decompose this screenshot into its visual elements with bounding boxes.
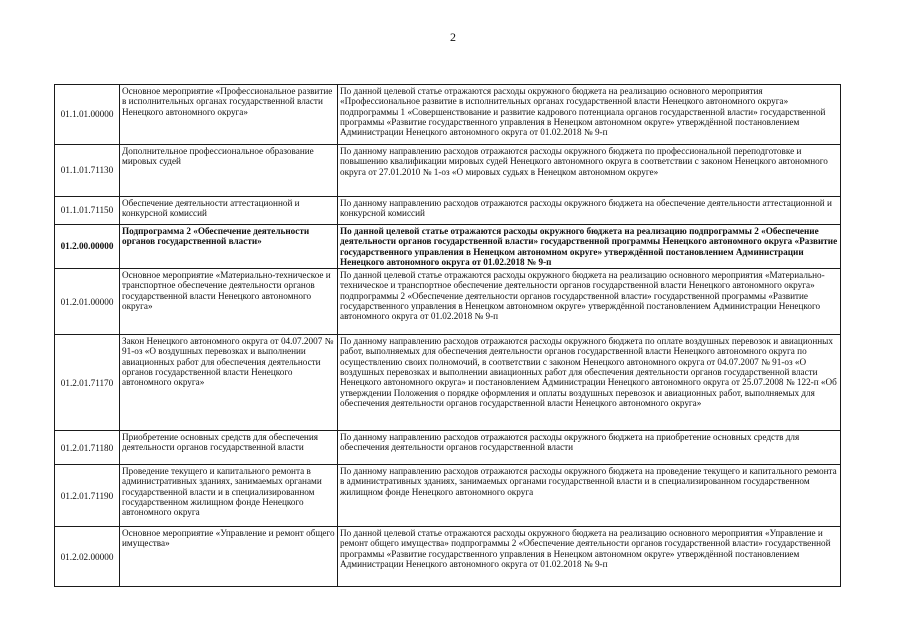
- target-article-name: Основное мероприятие «Профессиональное развитие в исполнительных органах государственной власти Ненецкого автономного округа»: [120, 85, 338, 145]
- target-article-code: 01.2.01.00000: [55, 269, 120, 335]
- target-article-description: По данной целевой статье отражаются расходы окружного бюджета на реализацию подпрограммы 2 «Обеспечение деятельности органов государственной власти» государственной программы Ненецкого автономного округа «Развитие государственного управления в Ненецком автономном округе» утверждённой постановлением Администрации Ненецкого автономного округа от 01.02.2018 № 9-п: [338, 225, 841, 269]
- target-articles-table: [54, 84, 841, 587]
- target-article-code: 01.2.01.71190: [55, 465, 120, 527]
- table-row: [55, 269, 841, 335]
- target-article-code: 01.2.01.71180: [55, 431, 120, 465]
- page-number: 2: [450, 30, 456, 44]
- target-article-name: Подпрограмма 2 «Обеспечение деятельности органов государственной власти»: [120, 225, 338, 269]
- target-article-name: Закон Ненецкого автономного округа от 04.07.2007 № 91-оз «О воздушных перевозках и выполнении авиационных работ для обеспечения деятельности органов государственной власти Ненецкого автономного округа»: [120, 335, 338, 431]
- target-article-code: 01.1.01.71150: [55, 197, 120, 225]
- table-row: [55, 225, 841, 269]
- target-article-description: По данному направлению расходов отражаются расходы окружного бюджета на обеспечение деятельности аттестационной и конкурсной комиссий: [338, 197, 841, 225]
- target-article-name: Основное мероприятие «Управление и ремонт общего имущества»: [120, 527, 338, 587]
- target-article-code: 01.2.02.00000: [55, 527, 120, 587]
- target-article-code: 01.2.00.00000: [55, 225, 120, 269]
- table-row: [55, 527, 841, 587]
- target-article-name: Приобретение основных средств для обеспечения деятельности органов государственной власти: [120, 431, 338, 465]
- target-article-description: По данному направлению расходов отражаются расходы окружного бюджета по профессиональной переподготовке и повышению квалификации мировых судей Ненецкого автономного округа в соответствии с законом Ненецкого автономного округа от 27.01.2010 № 1-оз «О мировых судьях в Ненецком автономном округе»: [338, 145, 841, 197]
- target-article-name: Основное мероприятие «Материально-техническое и транспортное обеспечение деятельности органов государственной власти Ненецкого автономного округа»: [120, 269, 338, 335]
- target-article-code: 01.1.01.00000: [55, 85, 120, 145]
- target-article-description: По данному направлению расходов отражаются расходы окружного бюджета по оплате воздушных перевозок и авиационных работ, выполняемых для обеспечения деятельности органов государственной власти Ненецкого автономного округа по осуществлению своих полномочий, в соответствии с законом Ненецкого автономного округа от 04.07.2007 № 91-оз «О воздушных перевозках и выполнении авиационных работ для обеспечения деятельности органов государственной власти Ненецкого автономного округа» и постановлением Администрации Ненецкого автономного округа от 25.07.2008 № 122-п «Об утверждении Положения о порядке оформления и оплаты воздушных перевозок и авиационных работ, выполняемых для обеспечения деятельности органов государственной власти Ненецкого автономного округа»: [338, 335, 841, 431]
- target-article-name: Обеспечение деятельности аттестационной и конкурсной комиссий: [120, 197, 338, 225]
- table-row: [55, 431, 841, 465]
- target-article-description: По данному направлению расходов отражаются расходы окружного бюджета на проведение текущего и капитального ремонта в административных зданиях, занимаемых органами государственной власти и в специализированном государственном жилищном фонде Ненецкого автономного округа: [338, 465, 841, 527]
- table-row: [55, 197, 841, 225]
- target-article-name: Дополнительное профессиональное образование мировых судей: [120, 145, 338, 197]
- table-row: [55, 465, 841, 527]
- target-article-description: По данной целевой статье отражаются расходы окружного бюджета на реализацию основного мероприятия «Профессиональное развитие в исполнительных органах государственной власти Ненецкого автономного округа» подпрограммы 1 «Совершенствование и развитие кадрового потенциала органов государственной власти» государственной программы «Развитие государственного управления в Ненецком автономном округе» утверждённой постановлением Администрации Ненецкого автономного округа от 01.02.2018 № 9-п: [338, 85, 841, 145]
- table-row: [55, 145, 841, 197]
- target-article-code: 01.1.01.71130: [55, 145, 120, 197]
- table-row: [55, 85, 841, 145]
- target-article-name: Проведение текущего и капитального ремонта в административных зданиях, занимаемых органами государственной власти и в специализированном государственном жилищном фонде Ненецкого автономного округа: [120, 465, 338, 527]
- target-article-description: По данному направлению расходов отражаются расходы окружного бюджета на приобретение основных средств для обеспечения деятельности органов государственной власти: [338, 431, 841, 465]
- target-article-code: 01.2.01.71170: [55, 335, 120, 431]
- table-row: [55, 335, 841, 431]
- target-article-description: По данной целевой статье отражаются расходы окружного бюджета на реализацию основного мероприятия «Управление и ремонт общего имущества» подпрограммы 2 «Обеспечение деятельности органов государственной власти» государственной программы «Развитие государственного управления в Ненецком автономном округе» утверждённой постановлением Администрации Ненецкого автономного округа от 01.02.2018 № 9-п: [338, 527, 841, 587]
- target-article-description: По данной целевой статье отражаются расходы окружного бюджета на реализацию основного мероприятия «Материально-техническое и транспортное обеспечение деятельности органов государственной власти Ненецкого автономного округа» подпрограммы 2 «Обеспечение деятельности органов государственной власти» государственной программы «Развитие государственного управления в Ненецком автономном округе» утверждённой постановлением Администрации Ненецкого автономного округа от 01.02.2018 № 9-п: [338, 269, 841, 335]
